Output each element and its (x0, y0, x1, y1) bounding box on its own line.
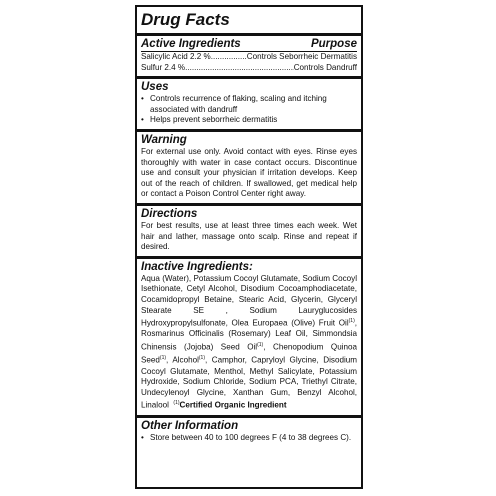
directions-text: For best results, use at least three times each week. Wet hair and lather, massage onto scalp. Rinse and repeat if desired. (141, 220, 357, 252)
divider (137, 203, 361, 206)
warning-heading: Warning (141, 133, 187, 146)
footnote-mark: (1) (159, 355, 167, 362)
list-item: • Helps prevent seborrheic dermatitis (141, 115, 278, 125)
purpose-heading: Purpose (310, 38, 357, 50)
footnote-mark: (1) (173, 400, 180, 407)
divider (137, 33, 361, 36)
directions-section (141, 207, 357, 256)
footnote-mark: (1) (257, 341, 264, 348)
divider (137, 415, 361, 418)
divider (137, 256, 361, 259)
footnote-mark: (1) (348, 318, 355, 325)
other-information-section (141, 419, 357, 447)
bullet-icon: • (141, 94, 144, 104)
uses-section (141, 80, 357, 129)
active-ingredients-section (141, 37, 357, 76)
active-ingredient-row: Salicylic Acid 2.2 % ..... Controls Seborrheic Dermatitis (141, 52, 357, 63)
panel-title: Drug Facts (141, 10, 230, 29)
bullet-icon: • (141, 432, 144, 442)
inactive-ingredients-heading: Inactive Ingredients: (141, 260, 253, 273)
footnote-text: Certified Organic Ingredient (179, 401, 287, 410)
bullet-icon: • (141, 115, 144, 125)
active-ingredient-row: Sulfur 2.4 % ..... Controls Dandruff (141, 63, 357, 74)
inactive-ingredients-section (141, 260, 357, 415)
active-ingredients-heading: Active Ingredients (141, 38, 241, 50)
inactive-ingredients-text: Aqua (Water), Potassium Cocoyl Glutamate, Sodium Cocoyl Isethionate, Cetyl Alcohol, Disodium Cocoamphodiacetate, Cocamidopropyl Betaine, Stearic Acid, Glycerin, Glyceryl Stearate SE , Sodium Lauryglucosides Hydroxypropylsulfonate, Olea Europaea (Olive) Fruit Oil$^{(1)}$, Rosmarinus Officinalis (Rosemary) Leaf Oil, Simmondsia Chinensis (Jojoba) Seed Oil$^{(1)}$, Chenopodium Quinoa Seed$^{(1)}$, Alcohol$^{(1)}$, Camphor, Capryloyl Glycine, Disodium Cocoyl Glutamate, Menthol, Methyl Salicylate, Potassium Hydroxide, Sodium Chloride, Sodium PCA, Triethyl Citrate, Undecylenoyl Glycine, Xanthan Gum, Benzyl Alcohol, Linalool $^{(1)}$Certified Organic Ingredient (141, 273, 357, 410)
footnote-mark: (1) (198, 355, 205, 362)
list-item: • Controls recurrence of flaking, scaling and itching associated with dandruff (141, 94, 327, 114)
directions-heading: Directions (141, 207, 198, 220)
warning-section (141, 133, 357, 203)
other-information-heading: Other Information (141, 419, 239, 432)
divider (137, 76, 361, 79)
list-item: • Store between 40 to 100 degrees F (4 to 38 degrees C). (141, 432, 352, 442)
warning-text: For external use only. Avoid contact with eyes. Rinse eyes thoroughly with water in case contact occurs. Discontinue use and consult your physician if irritation develops. Keep out of the reach of children. If swallowed, get medical help or contact a Poison Control Center right away. (141, 146, 357, 199)
uses-heading: Uses (141, 81, 169, 94)
drug-facts-panel (135, 5, 363, 489)
divider (137, 129, 361, 132)
